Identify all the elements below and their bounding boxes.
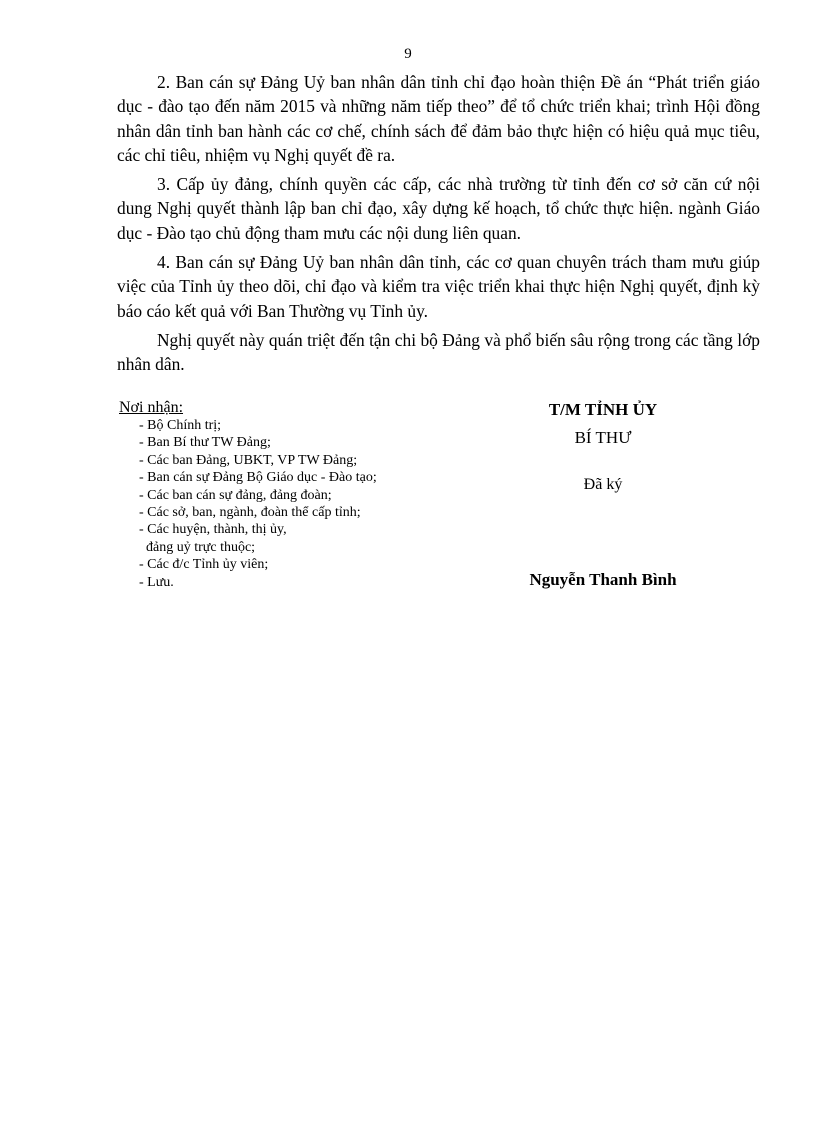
recipient-item: - Bộ Chính trị; [139, 418, 222, 433]
recipient-item: - Các ban Đảng, UBKT, VP TW Đảng; [139, 452, 358, 468]
paragraph-3: 3. Cấp ủy đảng, chính quyền các cấp, các nhà trường từ tỉnh đến cơ sở căn cứ nội dung Nghị quyết thành lập ban chỉ đạo, xây dựng kế hoạch, tổ chức thực hiện. ngành Giáo dục - Đào tạo chủ động tham mưu các nội dung liên quan. [117, 174, 760, 243]
paragraph-closing: Nghị quyết này quán triệt đến tận chi bộ Đảng và phổ biến sâu rộng trong các tầng lớp nhân dân. [117, 329, 760, 375]
recipients-title: Nơi nhận: [119, 399, 184, 416]
recipient-item: - Các ban cán sự đảng, đảng đoàn; [139, 487, 332, 503]
recipient-item: - Các sở, ban, ngành, đoàn thể cấp tỉnh; [139, 505, 361, 521]
recipient-item: - Các đ/c Tỉnh ủy viên; [139, 557, 269, 573]
recipient-item: - Ban Bí thư TW Đảng; [139, 435, 271, 451]
recipient-item: - Lưu. [139, 574, 174, 590]
resolution-body [117, 70, 760, 382]
paragraph-4: 4. Ban cán sự Đảng Uỷ ban nhân dân tỉnh, các cơ quan chuyên trách tham mưu giúp việc của Tỉnh ủy theo dõi, chỉ đạo và kiểm tra việc triển khai thực hiện Nghị quyết, định kỳ báo cáo kết quả với Ban Thường vụ Tỉnh ủy. [117, 252, 760, 321]
recipients-block [119, 398, 449, 591]
recipient-item: - Ban cán sự Đảng Bộ Giáo dục - Đào tạo; [139, 470, 377, 486]
recipients-list [119, 417, 449, 591]
signer-name: Nguyễn Thanh Bình [529, 570, 677, 589]
paragraph-2: 2. Ban cán sự Đảng Uỷ ban nhân dân tỉnh chỉ đạo hoàn thiện Đề án “Phát triển giáo dục - đào tạo đến năm 2015 và những năm tiếp theo” để tổ chức triển khai; trình Hội đồng nhân dân tỉnh ban hành các cơ chế, chính sách để đảm bảo thực hiện có hiệu quả mục tiêu, các chỉ tiêu, nhiệm vụ Nghị quyết đề ra. [117, 72, 760, 165]
signed-note: Đã ký [583, 476, 623, 493]
signature-organization: T/M TỈNH ỦY [548, 400, 658, 419]
page-number: 9 [404, 46, 412, 62]
signature-title: BÍ THƯ [574, 428, 632, 447]
recipient-item: - Các huyện, thành, thị ủy, [139, 522, 287, 538]
signature-block [478, 398, 728, 590]
recipient-item: đảng uỷ trực thuộc; [139, 539, 256, 555]
